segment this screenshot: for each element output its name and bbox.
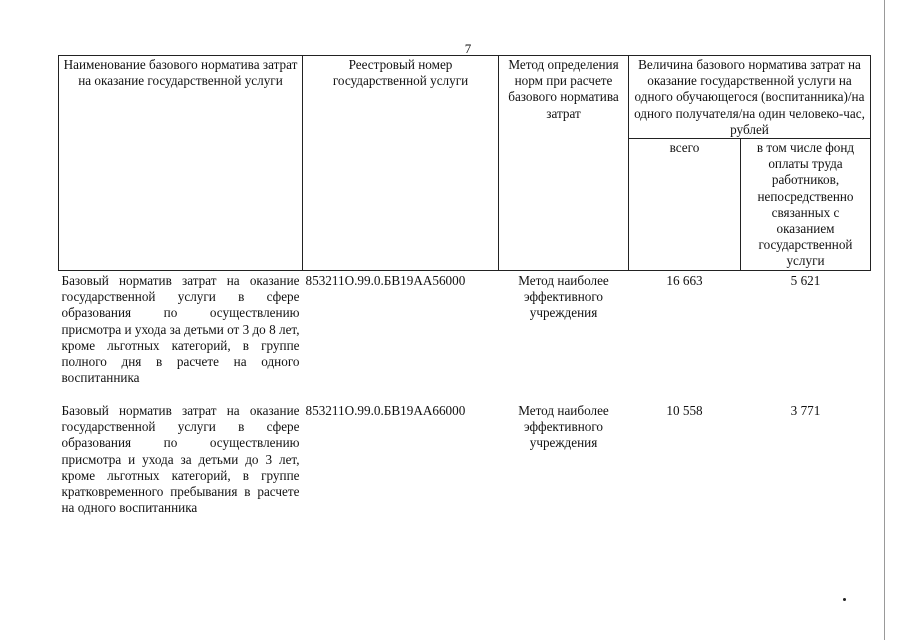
header-method: Метод определения норм при расчете базового норматива затрат bbox=[499, 56, 629, 271]
row-name: Базовый норматив затрат на оказание государственной услуги в сфере образования по осуществлению присмотра и ухода за детьми от 3 до 8 лет, кроме льготных категорий, в группе полного дня в расчете на одного воспитанника bbox=[61, 273, 300, 386]
scan-edge-line bbox=[884, 0, 885, 640]
row-total: 16 663 bbox=[666, 273, 703, 289]
header-norm-value: Величина базового норматива затрат на оказание государственной услуги на одного обучающегося (воспитанника)/на одного получателя/на один человеко-час, рублей bbox=[629, 56, 871, 139]
header-registry-number: Реестровый номер государственной услуги bbox=[303, 56, 499, 271]
row-name: Базовый норматив затрат на оказание государственной услуги в сфере образования по осуществлению присмотра и ухода за детьми до 3 лет, кроме льготных категорий, в группе кратковременного пребывания в расчете на одного воспитанника bbox=[61, 403, 300, 516]
table-row bbox=[59, 271, 871, 402]
table-header-row bbox=[59, 56, 871, 139]
row-registry-number: 853211О.99.0.БВ19АА66000 bbox=[305, 403, 466, 419]
header-total: всего bbox=[629, 139, 741, 271]
cost-norms-table bbox=[58, 55, 871, 516]
row-total: 10 558 bbox=[666, 403, 703, 419]
row-wage-fund: 5 621 bbox=[790, 273, 821, 289]
table-row bbox=[59, 401, 871, 516]
row-wage-fund: 3 771 bbox=[790, 403, 821, 419]
row-method: Метод наиболее эффективного учреждения bbox=[518, 273, 609, 321]
row-method: Метод наиболее эффективного учреждения bbox=[518, 403, 609, 451]
header-wage-fund: в том числе фонд оплаты труда работников, непосредственно связанных с оказанием государственной услуги bbox=[741, 139, 871, 271]
header-name: Наименование базового норматива затрат на оказание государственной услуги bbox=[59, 56, 303, 271]
row-registry-number: 853211О.99.0.БВ19АА56000 bbox=[305, 273, 466, 289]
page-number: 7 bbox=[464, 41, 472, 56]
scan-speck bbox=[843, 598, 846, 601]
